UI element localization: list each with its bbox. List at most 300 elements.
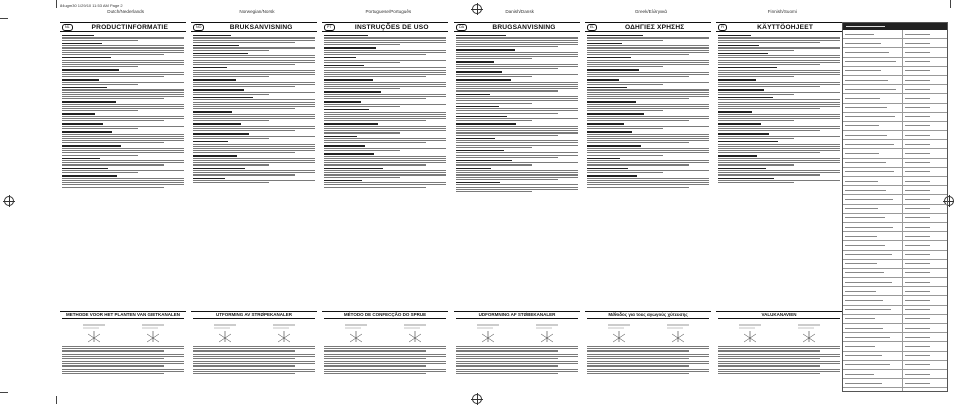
language-column bbox=[454, 22, 580, 308]
section-title: VALUKANAVIEN bbox=[718, 312, 840, 319]
text-line bbox=[193, 138, 269, 139]
spec-row bbox=[843, 113, 947, 122]
text-line bbox=[324, 350, 426, 351]
text-paragraph bbox=[587, 101, 709, 111]
text-paragraph bbox=[324, 109, 446, 121]
text-line bbox=[324, 72, 446, 73]
text-line bbox=[62, 155, 138, 156]
language-badge: NO bbox=[193, 24, 204, 31]
spec-table bbox=[842, 22, 948, 392]
paragraph-heading bbox=[193, 79, 236, 80]
text-line bbox=[324, 150, 400, 151]
text-paragraph bbox=[193, 168, 315, 176]
text-line bbox=[62, 98, 164, 99]
paragraph-heading bbox=[62, 79, 99, 80]
text-line bbox=[324, 371, 446, 372]
text-line bbox=[456, 174, 578, 175]
text-line bbox=[587, 172, 663, 173]
text-line bbox=[587, 348, 709, 349]
text-paragraph bbox=[718, 178, 840, 184]
sprue-diagram-row bbox=[322, 321, 448, 345]
text-line bbox=[587, 150, 709, 151]
spec-row bbox=[843, 315, 947, 324]
text-line bbox=[718, 174, 820, 175]
text-paragraph bbox=[62, 354, 184, 359]
paragraph-heading bbox=[193, 53, 248, 54]
text-line bbox=[62, 120, 164, 121]
paragraph-heading bbox=[456, 150, 504, 151]
text-line bbox=[587, 54, 689, 55]
text-line bbox=[193, 47, 315, 48]
text-paragraph bbox=[62, 369, 184, 374]
section-title: UTFORMING AV STRØPEKANALER bbox=[193, 312, 315, 319]
text-paragraph bbox=[324, 47, 446, 55]
text-line bbox=[587, 60, 709, 61]
text-line bbox=[587, 110, 663, 111]
language-column bbox=[322, 22, 448, 308]
crop-mark bbox=[56, 0, 57, 8]
text-line bbox=[324, 369, 446, 370]
text-line bbox=[62, 363, 184, 364]
text-line bbox=[193, 358, 295, 359]
text-paragraph bbox=[193, 361, 315, 366]
text-line bbox=[456, 177, 578, 178]
text-line bbox=[324, 162, 446, 163]
spec-row bbox=[843, 324, 947, 333]
text-paragraph bbox=[456, 182, 578, 192]
text-line bbox=[587, 136, 709, 137]
text-line bbox=[718, 365, 820, 366]
text-line bbox=[324, 116, 446, 117]
text-paragraph bbox=[324, 57, 446, 63]
text-line bbox=[193, 102, 315, 103]
text-paragraph bbox=[62, 346, 184, 351]
sprue-method-section bbox=[454, 311, 580, 394]
text-line bbox=[193, 363, 315, 364]
sprue-diagram-row bbox=[716, 321, 842, 345]
text-line bbox=[456, 88, 578, 89]
column-title: ΟΔΗΓΙΕΣ ΧΡΗΣΗΣ bbox=[624, 23, 685, 31]
text-paragraph bbox=[456, 150, 578, 158]
text-line bbox=[718, 116, 840, 117]
text-line bbox=[193, 126, 315, 127]
text-line bbox=[718, 94, 794, 95]
section-title: MÉTODO DE CONFECÇÃO DO SPRUE bbox=[324, 312, 446, 319]
text-paragraph bbox=[324, 35, 446, 45]
paragraph-heading bbox=[587, 43, 622, 44]
text-paragraph bbox=[718, 361, 840, 366]
paragraph-heading bbox=[718, 53, 768, 54]
text-line bbox=[456, 52, 578, 53]
text-line bbox=[324, 74, 446, 75]
text-line bbox=[193, 84, 315, 85]
text-line bbox=[193, 350, 295, 351]
spec-row bbox=[843, 122, 947, 131]
text-line bbox=[718, 373, 820, 374]
text-line bbox=[456, 142, 578, 143]
text-paragraph bbox=[193, 35, 315, 43]
text-line bbox=[193, 120, 269, 121]
spec-row bbox=[843, 30, 947, 39]
text-line bbox=[193, 70, 315, 71]
text-line bbox=[456, 140, 578, 141]
spec-row bbox=[843, 131, 947, 140]
language-column bbox=[716, 22, 842, 308]
text-line bbox=[324, 361, 446, 362]
text-line bbox=[456, 130, 578, 131]
text-line bbox=[324, 158, 446, 159]
text-line bbox=[62, 108, 184, 109]
text-paragraph bbox=[62, 79, 184, 85]
paragraph-heading bbox=[324, 136, 357, 137]
text-line bbox=[193, 104, 315, 105]
text-line bbox=[324, 156, 446, 157]
text-line bbox=[324, 132, 400, 133]
text-paragraph bbox=[324, 354, 446, 359]
text-line bbox=[193, 130, 295, 131]
text-line bbox=[62, 350, 164, 351]
text-line bbox=[718, 162, 840, 163]
spec-row bbox=[843, 85, 947, 94]
text-line bbox=[718, 130, 820, 131]
text-line bbox=[718, 84, 840, 85]
paragraph-heading bbox=[62, 69, 119, 70]
text-paragraph bbox=[62, 87, 184, 99]
text-line bbox=[62, 60, 184, 61]
text-line bbox=[587, 74, 709, 75]
text-line bbox=[718, 72, 840, 73]
text-line bbox=[193, 162, 315, 163]
sprue-method-section bbox=[585, 311, 711, 394]
column-title: PRODUCTINFORMATIE bbox=[91, 23, 169, 31]
text-line bbox=[587, 356, 709, 357]
text-line bbox=[324, 94, 446, 95]
text-line bbox=[193, 76, 269, 77]
paragraph-heading bbox=[193, 97, 253, 98]
text-line bbox=[587, 369, 709, 370]
text-paragraph bbox=[324, 136, 446, 144]
text-line bbox=[324, 88, 400, 89]
section-title: METHODE VOOR HET PLANTEN VAN GIETKANALEN bbox=[62, 312, 184, 319]
text-line bbox=[62, 361, 184, 362]
text-line bbox=[718, 160, 840, 161]
text-line bbox=[718, 358, 820, 359]
text-paragraph bbox=[456, 160, 578, 166]
spec-row bbox=[843, 278, 947, 287]
text-line bbox=[62, 138, 184, 139]
text-line bbox=[62, 369, 184, 370]
text-line bbox=[62, 118, 184, 119]
paragraph-heading bbox=[456, 182, 500, 183]
text-line bbox=[456, 118, 578, 119]
spec-row bbox=[843, 104, 947, 113]
text-line bbox=[718, 170, 840, 171]
text-line bbox=[324, 182, 446, 183]
text-paragraph bbox=[718, 111, 840, 121]
text-line bbox=[456, 152, 578, 153]
text-line bbox=[456, 162, 578, 163]
text-line bbox=[62, 47, 184, 48]
text-paragraph bbox=[587, 158, 709, 166]
paragraph-heading bbox=[718, 178, 774, 179]
paragraph-heading bbox=[324, 168, 383, 169]
text-line bbox=[456, 68, 558, 69]
text-line bbox=[62, 62, 184, 63]
spec-row bbox=[843, 232, 947, 241]
text-line bbox=[62, 52, 184, 53]
registration-mark-icon bbox=[4, 196, 14, 206]
text-line bbox=[718, 348, 840, 349]
text-line bbox=[62, 40, 138, 41]
text-line bbox=[718, 126, 840, 127]
text-paragraph bbox=[324, 101, 446, 107]
text-line bbox=[718, 144, 840, 145]
text-paragraph bbox=[324, 361, 446, 366]
text-line bbox=[456, 98, 578, 99]
text-paragraph bbox=[193, 89, 315, 95]
text-line bbox=[456, 365, 558, 366]
language-badge: FI bbox=[718, 24, 727, 31]
paragraph-heading bbox=[718, 79, 756, 80]
text-line bbox=[324, 114, 446, 115]
paragraph-heading bbox=[587, 131, 632, 132]
text-paragraph bbox=[587, 145, 709, 155]
paragraph-heading bbox=[456, 116, 507, 117]
crop-mark bbox=[0, 18, 8, 19]
text-line bbox=[324, 70, 446, 71]
text-line bbox=[718, 104, 840, 105]
sprue-diagram-icon bbox=[735, 322, 765, 344]
text-paragraph bbox=[324, 346, 446, 351]
text-line bbox=[456, 346, 578, 347]
spec-row bbox=[843, 269, 947, 278]
text-line bbox=[324, 96, 446, 97]
column-title: BRUGSANVISNING bbox=[492, 23, 556, 31]
text-line bbox=[456, 363, 578, 364]
text-line bbox=[193, 180, 315, 181]
paragraph-heading bbox=[718, 141, 778, 142]
text-line bbox=[587, 118, 709, 119]
text-line bbox=[193, 354, 315, 355]
text-line bbox=[456, 191, 532, 192]
spec-row bbox=[843, 223, 947, 232]
text-line bbox=[193, 136, 315, 137]
text-paragraph bbox=[718, 346, 840, 351]
paragraph-heading bbox=[718, 45, 759, 46]
text-line bbox=[718, 180, 840, 181]
text-line bbox=[587, 37, 709, 38]
paragraph-heading bbox=[324, 145, 365, 146]
text-line bbox=[718, 57, 840, 58]
text-line bbox=[193, 158, 315, 159]
text-paragraph bbox=[587, 168, 709, 174]
text-line bbox=[324, 356, 446, 357]
text-line bbox=[718, 164, 794, 165]
text-line bbox=[456, 126, 578, 127]
text-line bbox=[718, 118, 840, 119]
text-paragraph bbox=[718, 133, 840, 139]
text-line bbox=[587, 96, 709, 97]
sprue-method-section bbox=[716, 311, 842, 394]
text-line bbox=[324, 358, 426, 359]
language-column bbox=[60, 22, 186, 308]
text-line bbox=[587, 128, 663, 129]
text-line bbox=[587, 358, 689, 359]
text-line bbox=[587, 108, 709, 109]
text-line bbox=[718, 138, 794, 139]
text-line bbox=[587, 52, 709, 53]
spec-row bbox=[843, 159, 947, 168]
text-line bbox=[193, 148, 315, 149]
text-line bbox=[718, 99, 840, 100]
sprue-diagram-icon bbox=[269, 322, 299, 344]
paragraph-heading bbox=[193, 155, 237, 156]
text-line bbox=[456, 184, 578, 185]
language-label: Dutch/Nederlands bbox=[107, 9, 145, 14]
spec-row bbox=[843, 58, 947, 67]
text-line bbox=[456, 164, 532, 165]
text-line bbox=[456, 66, 578, 67]
text-line bbox=[62, 106, 184, 107]
text-line bbox=[193, 356, 315, 357]
text-line bbox=[718, 40, 840, 41]
spec-row bbox=[843, 260, 947, 269]
text-line bbox=[456, 348, 578, 349]
text-line bbox=[324, 44, 400, 45]
text-line bbox=[587, 138, 709, 139]
text-line bbox=[193, 86, 295, 87]
paragraph-heading bbox=[587, 87, 627, 88]
text-line bbox=[718, 64, 820, 65]
language-label: Portuguese/Português bbox=[365, 9, 412, 14]
text-line bbox=[193, 64, 295, 65]
text-paragraph bbox=[324, 65, 446, 77]
text-line bbox=[62, 54, 164, 55]
text-line bbox=[62, 170, 184, 171]
text-line bbox=[456, 361, 578, 362]
text-line bbox=[456, 110, 578, 111]
text-paragraph bbox=[193, 45, 315, 51]
text-line bbox=[62, 50, 184, 51]
text-paragraph bbox=[324, 180, 446, 188]
text-paragraph bbox=[587, 113, 709, 121]
text-line bbox=[324, 52, 446, 53]
text-line bbox=[193, 128, 315, 129]
text-line bbox=[587, 76, 689, 77]
text-line bbox=[718, 146, 840, 147]
text-line bbox=[62, 356, 184, 357]
text-line bbox=[62, 346, 184, 347]
text-line bbox=[193, 144, 315, 145]
text-line bbox=[456, 46, 558, 47]
text-line bbox=[587, 152, 709, 153]
text-line bbox=[587, 50, 709, 51]
text-line bbox=[324, 60, 446, 61]
paragraph-heading bbox=[587, 57, 631, 58]
text-line bbox=[193, 74, 315, 75]
text-line bbox=[456, 108, 578, 109]
text-line bbox=[587, 98, 689, 99]
text-paragraph bbox=[193, 133, 315, 139]
paragraph-heading bbox=[324, 109, 369, 110]
paragraph-heading bbox=[587, 175, 637, 176]
text-line bbox=[456, 37, 578, 38]
text-line bbox=[587, 155, 663, 156]
text-line bbox=[718, 158, 840, 159]
text-paragraph bbox=[456, 61, 578, 69]
sprue-diagram-icon bbox=[79, 322, 109, 344]
language-badge: NL bbox=[62, 24, 73, 31]
paragraph-heading bbox=[324, 101, 361, 102]
text-line bbox=[587, 187, 689, 188]
text-line bbox=[62, 128, 138, 129]
column-title-bar bbox=[322, 22, 448, 32]
paragraph-heading bbox=[324, 79, 373, 80]
text-line bbox=[587, 104, 709, 105]
text-line bbox=[62, 94, 184, 95]
spec-row bbox=[843, 67, 947, 76]
text-paragraph bbox=[193, 123, 315, 131]
spec-row bbox=[843, 186, 947, 195]
text-line bbox=[324, 128, 446, 129]
sprue-diagram-row bbox=[191, 321, 317, 345]
text-line bbox=[324, 184, 446, 185]
text-line bbox=[324, 138, 446, 139]
paragraph-heading bbox=[62, 57, 111, 58]
text-line bbox=[193, 164, 269, 165]
text-line bbox=[587, 365, 689, 366]
spec-row bbox=[843, 352, 947, 361]
text-line bbox=[324, 346, 446, 347]
text-paragraph bbox=[324, 369, 446, 374]
text-paragraph bbox=[193, 97, 315, 109]
text-paragraph bbox=[456, 106, 578, 114]
paragraph-heading bbox=[718, 168, 766, 169]
paragraph-heading bbox=[62, 131, 112, 132]
language-label: Danish/Dansk bbox=[505, 9, 534, 14]
text-line bbox=[324, 104, 446, 105]
column-title-bar bbox=[585, 22, 711, 32]
text-paragraph bbox=[62, 57, 184, 67]
text-line bbox=[718, 128, 840, 129]
section-title: UDFORMNING AF STØBEKANALER bbox=[456, 312, 578, 319]
text-line bbox=[324, 82, 446, 83]
text-line bbox=[324, 98, 426, 99]
text-line bbox=[718, 86, 820, 87]
text-paragraph bbox=[62, 131, 184, 143]
paragraph-heading bbox=[718, 155, 757, 156]
text-line bbox=[324, 148, 446, 149]
text-line bbox=[193, 37, 315, 38]
paragraph-heading bbox=[324, 35, 368, 36]
text-line bbox=[718, 106, 840, 107]
text-line bbox=[718, 356, 840, 357]
text-line bbox=[193, 55, 315, 56]
paragraph-heading bbox=[193, 67, 227, 68]
text-line bbox=[718, 74, 840, 75]
text-line bbox=[718, 108, 820, 109]
text-line bbox=[193, 369, 315, 370]
paragraph-heading bbox=[587, 35, 643, 36]
paragraph-heading bbox=[456, 35, 506, 36]
text-line bbox=[456, 103, 532, 104]
text-paragraph bbox=[456, 49, 578, 59]
text-line bbox=[718, 47, 840, 48]
paragraph-heading bbox=[718, 97, 773, 98]
text-line bbox=[62, 348, 184, 349]
text-line bbox=[193, 346, 315, 347]
spec-row bbox=[843, 205, 947, 214]
